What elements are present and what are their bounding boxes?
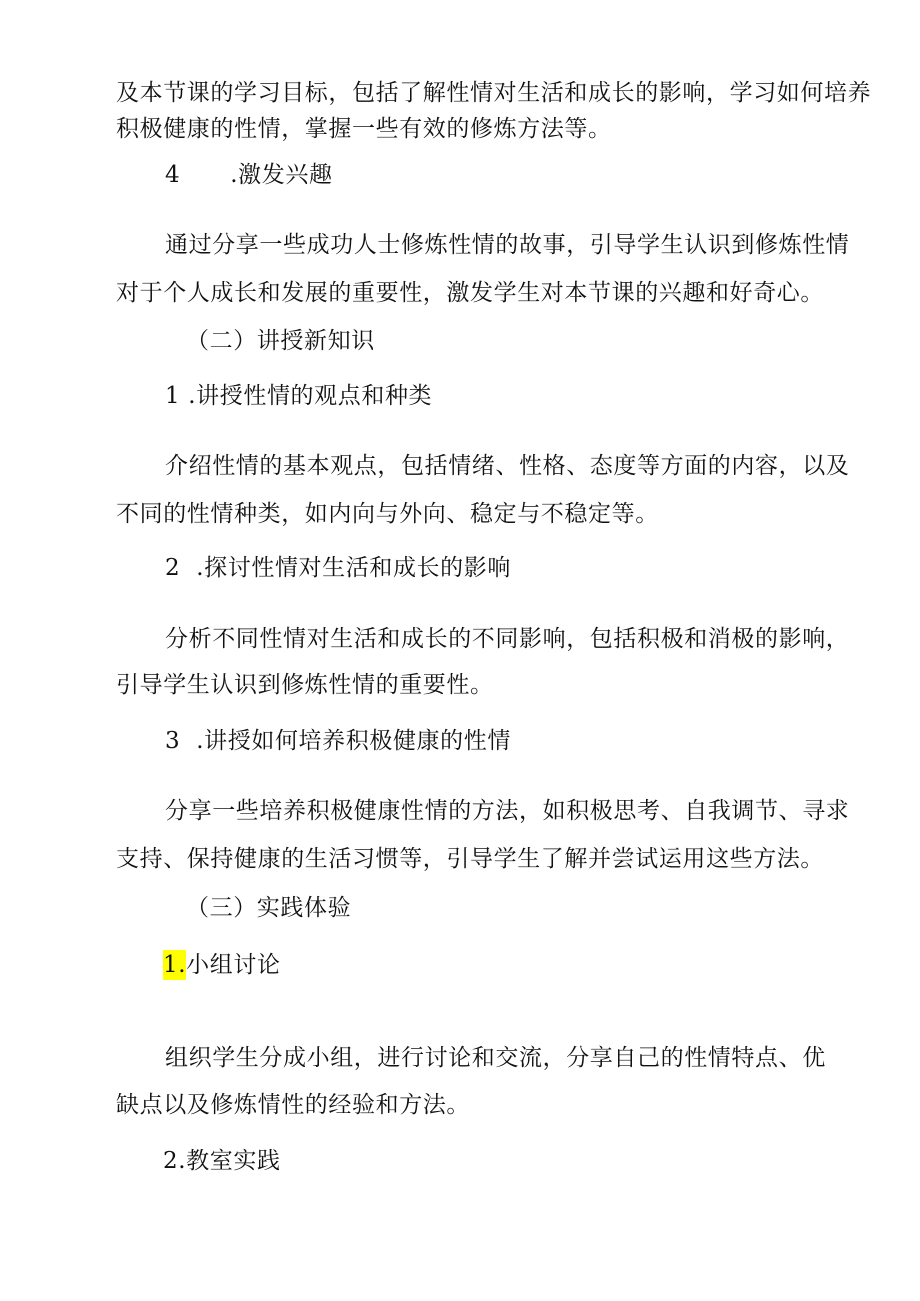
heading-3-1 [163,950,281,980]
section-heading: （二）讲授新知识 [186,328,375,354]
paragraph-line: 及本节课的学习目标，包括了解性情对生活和成长的影响，学习如何培养 [116,80,872,106]
heading-number: 4 [165,162,181,188]
heading-2-1 [165,381,432,411]
heading-number: 1 [165,383,181,409]
paragraph-line: 组织学生分成小组，进行讨论和交流，分享自己的性情特点、优 [165,1045,826,1071]
heading-number: 2 [165,555,181,581]
heading-3-2: 2.教室实践 [163,1148,281,1174]
paragraph-line: 积极健康的性情，掌握一些有效的修炼方法等。 [116,116,612,142]
heading-4 [165,160,333,190]
paragraph-line: 分享一些培养积极健康性情的方法，如积极思考、自我调节、寻求 [165,798,850,824]
heading-title: .讲授如何培养积极健康的性情 [196,728,511,754]
heading-title: .激发兴趣 [230,162,333,188]
highlighted-number: 1. [163,952,187,978]
paragraph-line: 通过分享一些成功人士修炼性情的故事，引导学生认识到修炼性情 [165,232,850,258]
paragraph-line: 介绍性情的基本观点，包括情绪、性格、态度等方面的内容，以及 [165,453,850,479]
heading-number: 3 [165,728,181,754]
heading-title: .讲授性情的观点和种类 [188,383,433,409]
paragraph-line: 引导学生认识到修炼性情的重要性。 [116,672,494,698]
section-heading: （三）实践体验 [186,895,352,921]
heading-title: .探讨性情对生活和成长的影响 [196,555,511,581]
paragraph-line: 对于个人成长和发展的重要性，激发学生对本节课的兴趣和好奇心。 [116,280,824,306]
paragraph-line: 分析不同性情对生活和成长的不同影响，包括积极和消极的影响， [165,626,850,652]
heading-2-2 [165,553,511,583]
paragraph-line: 不同的性情种类，如内向与外向、稳定与不稳定等。 [116,501,659,527]
heading-2-3 [165,726,511,756]
heading-title: 小组讨论 [186,952,281,978]
paragraph-line: 支持、保持健康的生活习惯等，引导学生了解并尝试运用这些方法。 [116,846,824,872]
paragraph-line: 缺点以及修炼情性的经验和方法。 [116,1092,470,1118]
